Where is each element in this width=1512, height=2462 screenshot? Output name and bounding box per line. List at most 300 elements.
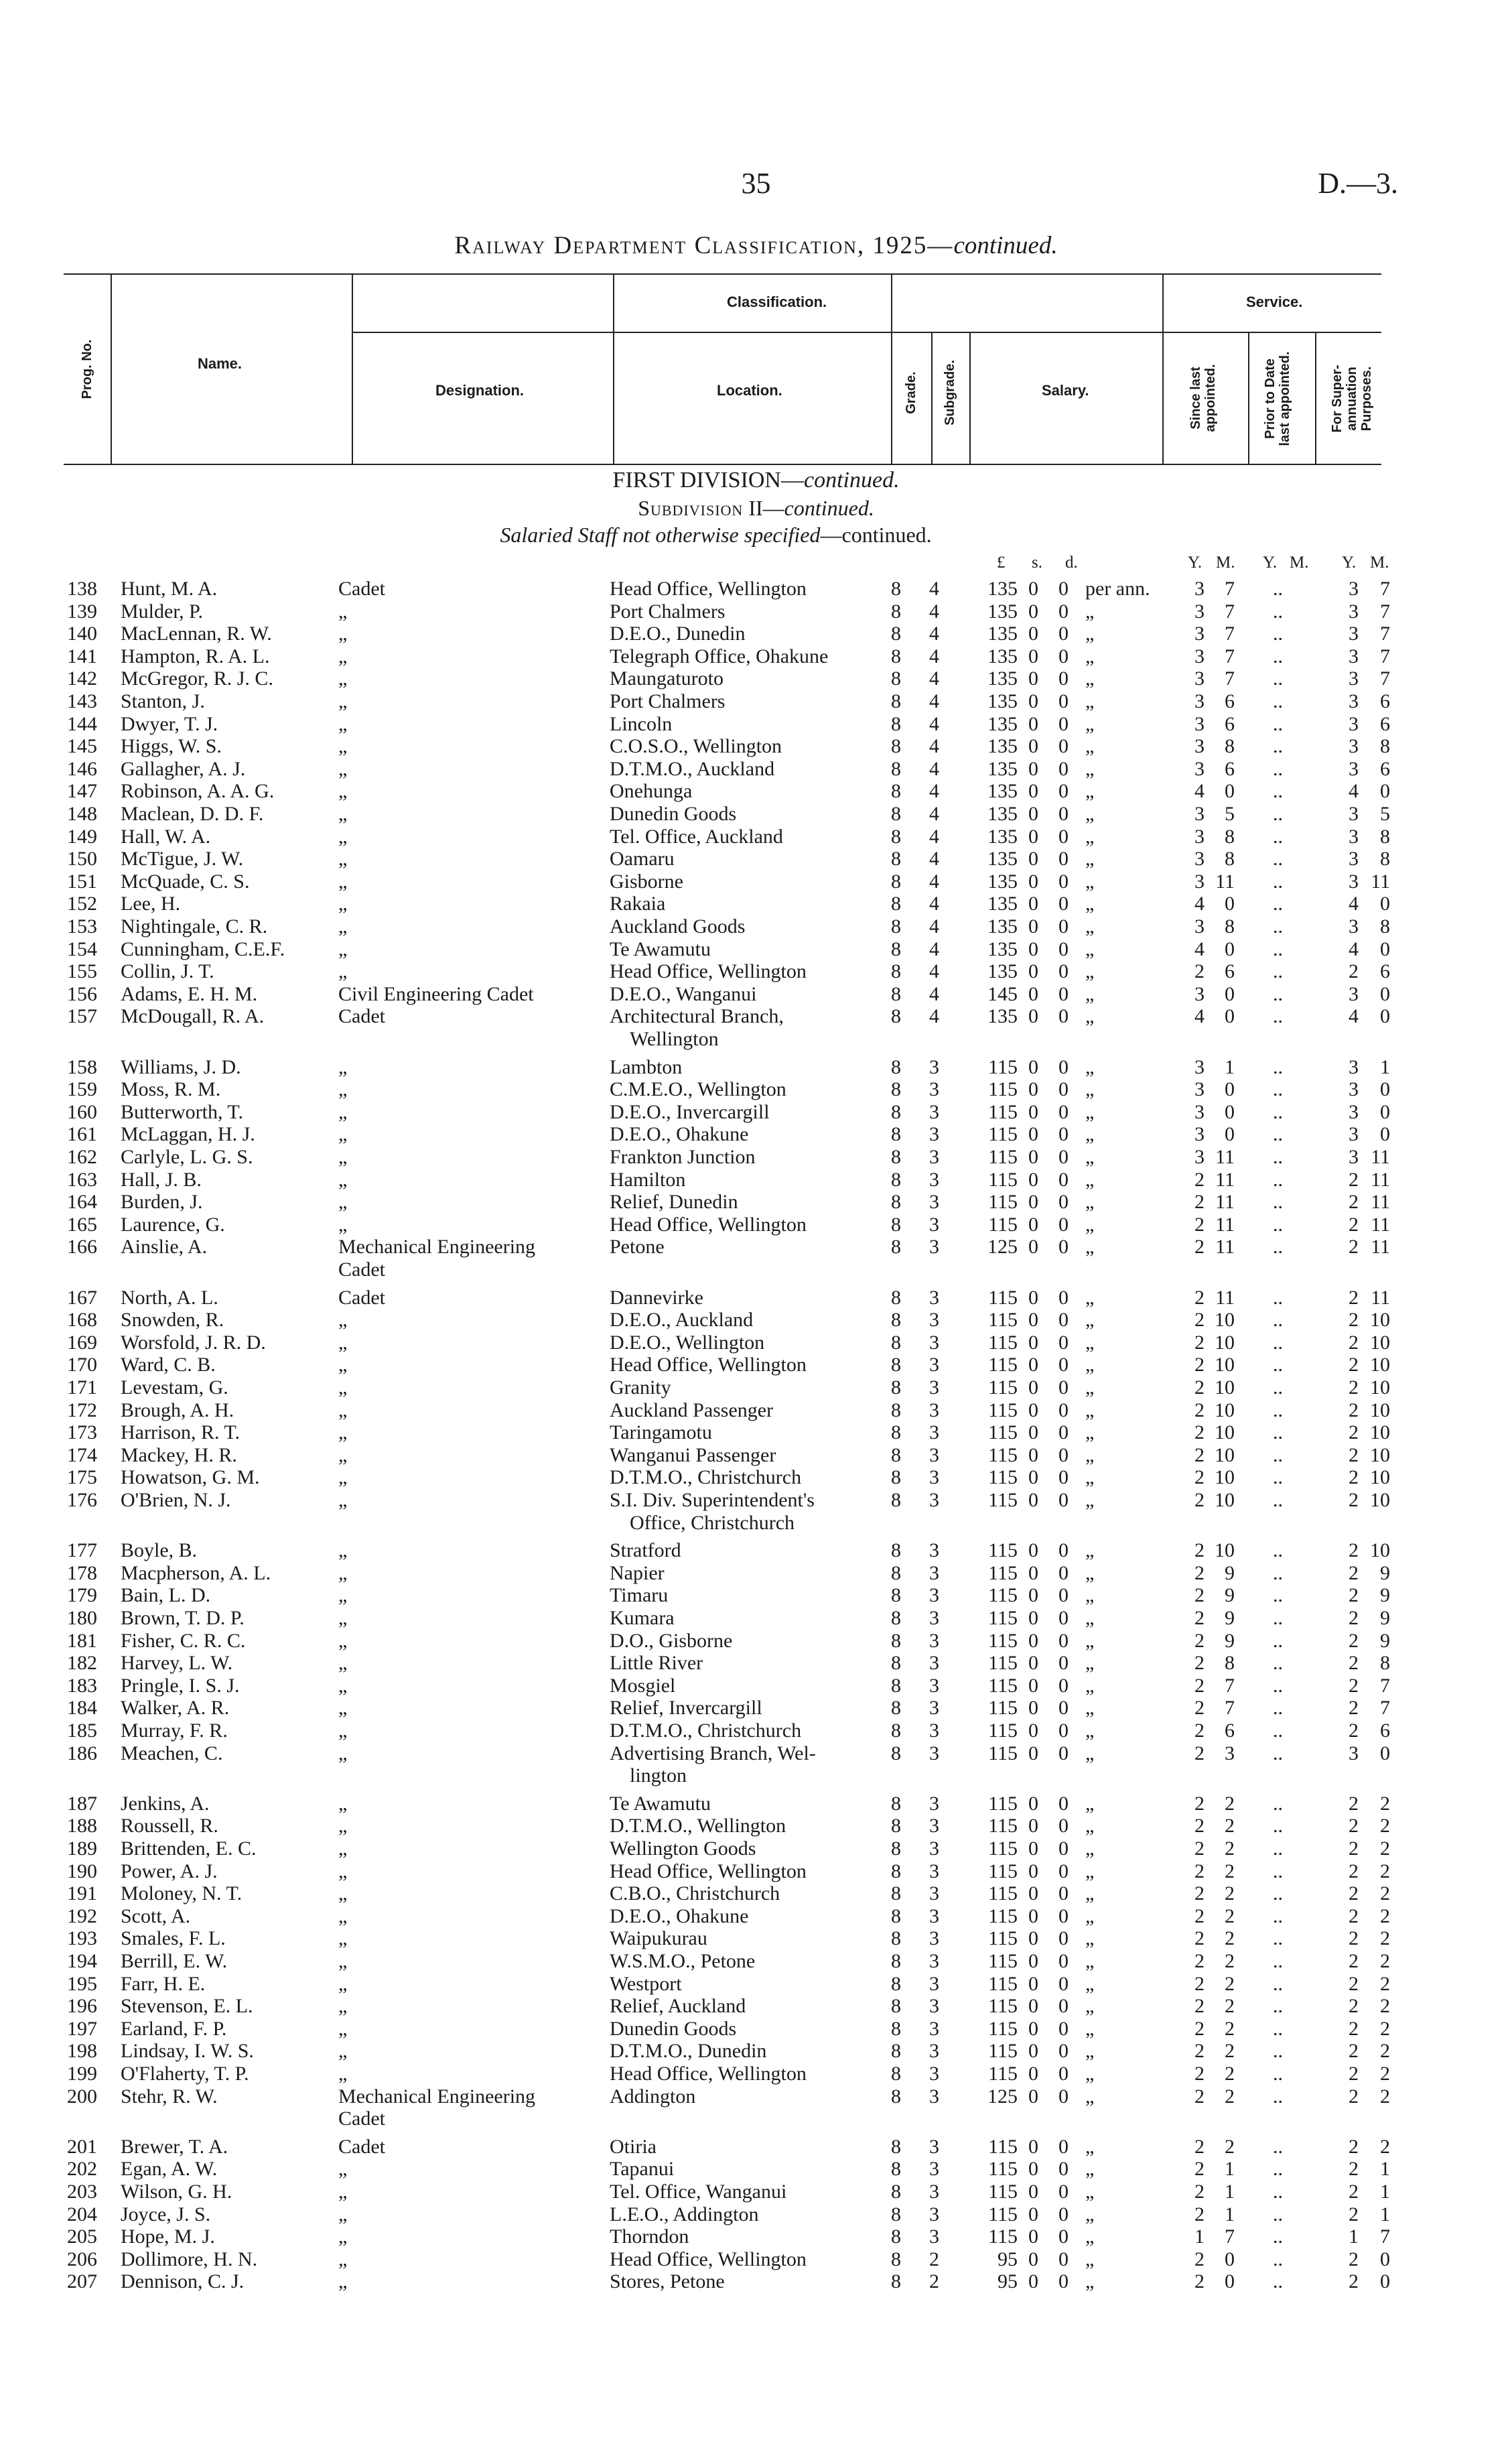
cell-salary-pence: 0 [1058,1399,1069,1421]
cell-subgrade: 3 [929,1792,939,1815]
cell-super-months: 11 [1371,1146,1390,1168]
cell-since-months: 11 [1215,1146,1235,1168]
cell-prior-value: .. [1273,735,1283,758]
cell-subgrade: 3 [929,1168,939,1191]
cell-super-years: 2 [1349,1399,1359,1421]
cell-prog-no: 196 [67,1995,97,2018]
cell-salary-pence: 0 [1058,578,1069,600]
cell-location: Head Office, Wellington [610,1860,807,1882]
cell-super-months: 10 [1370,1539,1390,1562]
cell-prior-value: .. [1273,1860,1283,1882]
cell-since-years: 2 [1194,1950,1205,1972]
cell-location: Gisborne [610,870,683,893]
cell-designation: Cadet [338,578,385,600]
cell-salary-pence: 0 [1058,1950,1069,1972]
cell-salary-shillings: 0 [1028,2085,1038,2108]
cell-salary-shillings: 0 [1028,1421,1038,1444]
cell-salary-pounds: 115 [988,1972,1018,1995]
cell-prog-no: 188 [67,1815,97,1837]
cell-prog-no: 143 [67,690,97,712]
cell-since-months: 10 [1215,1466,1235,1489]
cell-salary-pounds: 115 [988,1837,1018,1860]
cell-location: D.T.M.O., Christchurch [610,1466,802,1489]
cell-location: Relief, Dunedin [610,1191,738,1214]
cell-salary-pence: 0 [1058,1213,1069,1236]
cell-salary-pounds: 135 [987,803,1018,825]
cell-since-years: 2 [1194,1652,1205,1675]
cell-super-months: 10 [1370,1354,1390,1376]
cell-prior-value: .. [1273,690,1283,712]
cell-designation: „ [338,735,348,758]
cell-staff-name: Williams, J. D. [121,1055,241,1078]
cell-salary-shillings: 0 [1028,982,1038,1005]
cell-salary-period: „ [1085,1331,1095,1354]
cell-salary-pence: 0 [1058,1837,1069,1860]
cell-prog-no: 202 [67,2158,97,2181]
cell-salary-pounds: 115 [988,1078,1018,1101]
cell-super-months: 0 [1380,2248,1390,2270]
cell-since-years: 2 [1194,2248,1205,2270]
cell-subgrade: 3 [929,1286,939,1309]
header-salary: Salary. [1042,382,1089,399]
cell-subgrade: 4 [929,1005,939,1028]
cell-since-years: 3 [1194,870,1205,893]
cell-super-months: 7 [1380,667,1390,690]
cell-salary-pence: 0 [1058,1904,1069,1927]
cell-salary-pounds: 115 [988,1055,1018,1078]
cell-since-months: 7 [1225,578,1235,600]
cell-super-years: 2 [1349,960,1359,983]
cell-since-months: 0 [1225,780,1235,803]
cell-salary-pounds: 115 [988,1995,1018,2018]
cell-prog-no: 175 [67,1466,97,1489]
cell-salary-shillings: 0 [1028,1146,1038,1168]
cell-super-months: 2 [1380,1837,1390,1860]
cell-since-months: 11 [1215,1236,1235,1258]
cell-prog-no: 170 [67,1354,97,1376]
cell-location: D.T.M.O., Auckland [610,757,775,780]
cell-super-years: 2 [1349,2063,1359,2085]
cell-salary-shillings: 0 [1028,2135,1038,2158]
cell-salary-pence: 0 [1058,1539,1069,1562]
cell-salary-shillings: 0 [1028,1331,1038,1354]
cell-grade: 8 [891,600,901,623]
cell-super-months: 0 [1380,1100,1390,1123]
cell-salary-pence: 0 [1058,2158,1069,2181]
cell-staff-name: MacLennan, R. W. [121,623,272,645]
cell-salary-period: „ [1085,1376,1095,1399]
cell-prog-no: 145 [67,735,97,758]
cell-designation: „ [338,1376,348,1399]
cell-since-months: 9 [1225,1584,1235,1607]
cell-super-months: 0 [1380,2270,1390,2293]
cell-since-years: 2 [1194,1466,1205,1489]
cell-salary-period: „ [1085,1168,1095,1191]
cell-salary-pounds: 115 [988,1331,1018,1354]
cell-grade: 8 [891,1927,901,1950]
cell-prior-value: .. [1273,870,1283,893]
cell-super-months: 10 [1370,1489,1390,1511]
cell-prior-value: .. [1273,960,1283,983]
cell-prog-no: 138 [67,578,97,600]
cell-salary-pence: 0 [1058,2181,1069,2203]
cell-location: Advertising Branch, Wel- [610,1742,816,1764]
unit-shillings: s. [1032,554,1042,572]
cell-super-months: 9 [1380,1561,1390,1584]
cell-super-months: 2 [1380,1904,1390,1927]
cell-subgrade: 3 [929,2135,939,2158]
cell-salary-shillings: 0 [1028,1443,1038,1466]
cell-grade: 8 [891,1837,901,1860]
cell-salary-period: „ [1085,735,1095,758]
cell-prog-no: 155 [67,960,97,983]
cell-since-years: 3 [1194,848,1205,870]
cell-designation: „ [338,1972,348,1995]
cell-staff-name: Laurence, G. [121,1213,225,1236]
cell-since-months: 0 [1225,1123,1235,1146]
cell-designation: „ [338,937,348,960]
cell-salary-pounds: 115 [988,1376,1018,1399]
cell-since-months: 2 [1225,1882,1235,1905]
cell-location: D.E.O., Ohakune [610,1123,749,1146]
cell-prog-no: 159 [67,1078,97,1101]
cell-designation: „ [338,1443,348,1466]
cell-since-years: 3 [1194,712,1205,735]
cell-designation: „ [338,2203,348,2225]
cell-location: Dunedin Goods [610,2017,737,2040]
cell-salary-shillings: 0 [1028,1286,1038,1309]
cell-super-months: 0 [1380,780,1390,803]
cell-location: Relief, Auckland [610,1995,746,2018]
page-reference: D.—3. [1318,167,1398,200]
cell-prior-value: .. [1273,2203,1283,2225]
cell-super-years: 2 [1349,1882,1359,1905]
cell-grade: 8 [891,1331,901,1354]
cell-designation: „ [338,1950,348,1972]
cell-salary-pounds: 115 [988,2135,1018,2158]
cell-salary-period: „ [1085,1792,1095,1815]
cell-since-months: 2 [1225,1927,1235,1950]
cell-super-years: 4 [1349,893,1359,915]
cell-subgrade: 3 [929,1376,939,1399]
cell-since-months: 11 [1215,870,1235,893]
cell-salary-pounds: 135 [987,623,1018,645]
cell-salary-shillings: 0 [1028,1168,1038,1191]
cell-prior-value: .. [1273,1972,1283,1995]
cell-salary-pounds: 115 [988,1286,1018,1309]
cell-location: D.E.O., Invercargill [610,1100,770,1123]
cell-designation: Cadet [338,1286,385,1309]
cell-salary-period: „ [1085,757,1095,780]
cell-salary-shillings: 0 [1028,2040,1038,2063]
cell-salary-period: „ [1085,915,1095,937]
cell-subgrade: 4 [929,578,939,600]
cell-salary-pounds: 145 [987,982,1018,1005]
cell-designation: „ [338,1055,348,1078]
unit-years-prior: Y. [1263,554,1278,572]
cell-since-months: 0 [1225,2248,1235,2270]
cell-prog-no: 160 [67,1100,97,1123]
cell-subgrade: 3 [929,1123,939,1146]
cell-salary-pence: 0 [1058,1421,1069,1444]
cell-since-years: 2 [1194,2017,1205,2040]
cell-location: Lambton [610,1055,683,1078]
cell-subgrade: 4 [929,645,939,667]
cell-salary-pence: 0 [1058,1792,1069,1815]
cell-salary-shillings: 0 [1028,1950,1038,1972]
cell-prior-value: .. [1273,1995,1283,2018]
cell-since-months: 10 [1215,1399,1235,1421]
cell-location: D.E.O., Dunedin [610,623,746,645]
cell-salary-pounds: 135 [987,915,1018,937]
cell-super-months: 11 [1371,1236,1390,1258]
cell-subgrade: 3 [929,1815,939,1837]
cell-staff-name: Moloney, N. T. [121,1882,243,1905]
cell-subgrade: 3 [929,1927,939,1950]
cell-super-months: 2 [1380,1927,1390,1950]
cell-super-months: 0 [1380,1123,1390,1146]
cell-prior-value: .. [1273,1561,1283,1584]
cell-since-years: 3 [1194,1146,1205,1168]
cell-prior-value: .. [1273,2017,1283,2040]
cell-prog-no: 205 [67,2225,97,2248]
cell-since-years: 4 [1194,1005,1205,1028]
cell-salary-period: „ [1085,780,1095,803]
cell-prog-no: 169 [67,1331,97,1354]
cell-prior-value: .. [1273,1950,1283,1972]
cell-prog-no: 183 [67,1674,97,1697]
cell-super-months: 10 [1370,1331,1390,1354]
cell-salary-period: „ [1085,1697,1095,1720]
cell-prog-no: 182 [67,1652,97,1675]
subdivision-heading: Subdivision II—continued. [638,496,874,520]
cell-since-months: 2 [1225,1972,1235,1995]
cell-designation: „ [338,1882,348,1905]
cell-subgrade: 4 [929,623,939,645]
cell-since-months: 6 [1225,1720,1235,1742]
cell-salary-period: „ [1085,1629,1095,1652]
cell-salary-period: „ [1085,1539,1095,1562]
cell-since-months: 0 [1225,893,1235,915]
cell-subgrade: 3 [929,1100,939,1123]
cell-subgrade: 3 [929,2203,939,2225]
cell-subgrade: 4 [929,893,939,915]
cell-since-years: 2 [1194,1882,1205,1905]
cell-location: Onehunga [610,780,693,803]
cell-super-years: 3 [1349,825,1359,848]
cell-salary-pence: 0 [1058,915,1069,937]
cell-prior-value: .. [1273,1927,1283,1950]
cell-staff-name: Meachen, C. [121,1742,223,1764]
cell-prior-value: .. [1273,1100,1283,1123]
cell-since-months: 8 [1225,825,1235,848]
cell-salary-shillings: 0 [1028,1860,1038,1882]
cell-location: Timaru [610,1584,669,1607]
cell-staff-name: McTigue, J. W. [121,848,244,870]
cell-subgrade: 3 [929,1584,939,1607]
cell-since-years: 2 [1194,1629,1205,1652]
cell-location: C.M.E.O., Wellington [610,1078,786,1101]
cell-grade: 8 [891,2203,901,2225]
cell-staff-name: Ward, C. B. [121,1354,216,1376]
cell-prior-value: .. [1273,1078,1283,1101]
cell-salary-period: „ [1085,712,1095,735]
cell-staff-name: Earland, F. P. [121,2017,227,2040]
cell-since-months: 2 [1225,1815,1235,1837]
cell-super-years: 3 [1349,623,1359,645]
cell-since-years: 2 [1194,1995,1205,2018]
cell-grade: 8 [891,1792,901,1815]
cell-grade: 8 [891,1972,901,1995]
cell-salary-pounds: 115 [988,1309,1018,1332]
cell-salary-shillings: 0 [1028,1213,1038,1236]
cell-salary-period: „ [1085,1123,1095,1146]
cell-subgrade: 3 [929,1489,939,1511]
cell-salary-pence: 0 [1058,982,1069,1005]
cell-salary-shillings: 0 [1028,1972,1038,1995]
cell-super-months: 2 [1380,2063,1390,2085]
cell-salary-pounds: 115 [988,1146,1018,1168]
cell-grade: 8 [891,915,901,937]
cell-super-months: 11 [1371,870,1390,893]
cell-location: Telegraph Office, Ohakune [610,645,829,667]
cell-location: Head Office, Wellington [610,2063,807,2085]
cell-since-years: 2 [1194,1674,1205,1697]
cell-super-years: 2 [1349,1927,1359,1950]
cell-super-months: 1 [1380,2203,1390,2225]
cell-salary-pence: 0 [1058,2040,1069,2063]
cell-since-months: 11 [1215,1168,1235,1191]
cell-salary-pence: 0 [1058,1309,1069,1332]
cell-subgrade: 4 [929,915,939,937]
cell-since-months: 8 [1225,848,1235,870]
cell-since-months: 2 [1225,2017,1235,2040]
cell-salary-shillings: 0 [1028,937,1038,960]
cell-prior-value: .. [1273,667,1283,690]
cell-salary-period: „ [1085,1421,1095,1444]
cell-subgrade: 3 [929,1837,939,1860]
cell-grade: 8 [891,1489,901,1511]
cell-super-years: 2 [1349,2181,1359,2203]
cell-super-months: 7 [1380,1697,1390,1720]
cell-staff-name: Egan, A. W. [121,2158,218,2181]
cell-since-years: 2 [1194,960,1205,983]
cell-location: Tapanui [610,2158,675,2181]
cell-prior-value: .. [1273,2085,1283,2108]
cell-salary-pounds: 115 [988,1815,1018,1837]
cell-salary-period: „ [1085,960,1095,983]
cell-super-years: 2 [1349,1950,1359,1972]
header-since-last: Since last appointed. [1188,364,1218,432]
cell-super-months: 8 [1380,915,1390,937]
cell-salary-shillings: 0 [1028,1629,1038,1652]
cell-grade: 8 [891,1904,901,1927]
cell-designation: „ [338,1904,348,1927]
cell-staff-name: O'Flaherty, T. P. [121,2063,249,2085]
cell-salary-pence: 0 [1058,893,1069,915]
cell-salary-pounds: 115 [988,1443,1018,1466]
cell-prog-no: 148 [67,803,97,825]
cell-salary-pounds: 115 [988,1792,1018,1815]
cell-salary-pounds: 115 [988,2203,1018,2225]
cell-super-months: 2 [1380,1860,1390,1882]
cell-staff-name: Pringle, I. S. J. [121,1674,240,1697]
cell-grade: 8 [891,870,901,893]
cell-since-months: 10 [1215,1354,1235,1376]
cell-since-years: 3 [1194,757,1205,780]
cell-super-months: 7 [1380,1674,1390,1697]
cell-prior-value: .. [1273,1674,1283,1697]
cell-since-months: 2 [1225,1792,1235,1815]
cell-salary-period: „ [1085,1466,1095,1489]
cell-since-years: 2 [1194,1815,1205,1837]
cell-super-months: 0 [1380,982,1390,1005]
cell-salary-pounds: 115 [988,1561,1018,1584]
cell-super-years: 3 [1349,712,1359,735]
cell-salary-pounds: 115 [988,1354,1018,1376]
cell-salary-pence: 0 [1058,2248,1069,2270]
cell-subgrade: 3 [929,1236,939,1258]
cell-salary-pounds: 115 [988,1168,1018,1191]
cell-staff-name: Snowden, R. [121,1309,224,1332]
header-grade: Grade. [904,371,918,414]
cell-super-years: 3 [1349,757,1359,780]
cell-subgrade: 4 [929,803,939,825]
cell-staff-name: Burden, J. [121,1191,203,1214]
cell-subgrade: 3 [929,1882,939,1905]
cell-salary-pounds: 135 [987,667,1018,690]
cell-grade: 8 [891,1697,901,1720]
cell-since-years: 3 [1194,982,1205,1005]
cell-salary-period: „ [1085,600,1095,623]
cell-subgrade: 3 [929,2181,939,2203]
cell-subgrade: 4 [929,937,939,960]
cell-since-months: 2 [1225,1950,1235,1972]
cell-prior-value: .. [1273,2225,1283,2248]
cell-prog-no: 198 [67,2040,97,2063]
cell-salary-shillings: 0 [1028,2017,1038,2040]
cell-salary-shillings: 0 [1028,2203,1038,2225]
cell-prior-value: .. [1273,1286,1283,1309]
cell-subgrade: 4 [929,690,939,712]
cell-since-years: 2 [1194,1927,1205,1950]
cell-super-months: 0 [1380,1742,1390,1764]
cell-grade: 8 [891,1309,901,1332]
cell-prior-value: .. [1273,1443,1283,1466]
cell-prior-value: .. [1273,1720,1283,1742]
cell-prior-value: .. [1273,1837,1283,1860]
cell-location: Head Office, Wellington [610,2248,807,2270]
cell-salary-pounds: 115 [988,1697,1018,1720]
cell-since-months: 10 [1215,1331,1235,1354]
cell-since-months: 0 [1225,982,1235,1005]
cell-super-years: 2 [1349,1443,1359,1466]
cell-super-months: 6 [1380,690,1390,712]
cell-salary-pence: 0 [1058,803,1069,825]
cell-prog-no: 157 [67,1005,97,1028]
cell-location: Stores, Petone [610,2270,725,2293]
cell-salary-shillings: 0 [1028,1466,1038,1489]
cell-designation: „ [338,1123,348,1146]
cell-prior-value: .. [1273,1146,1283,1168]
cell-prog-no: 176 [67,1489,97,1511]
cell-super-months: 10 [1370,1309,1390,1332]
cell-grade: 8 [891,937,901,960]
cell-staff-name: Mackey, H. R. [121,1443,237,1466]
cell-subgrade: 3 [929,2158,939,2181]
cell-grade: 8 [891,2270,901,2293]
cell-since-months: 5 [1225,803,1235,825]
